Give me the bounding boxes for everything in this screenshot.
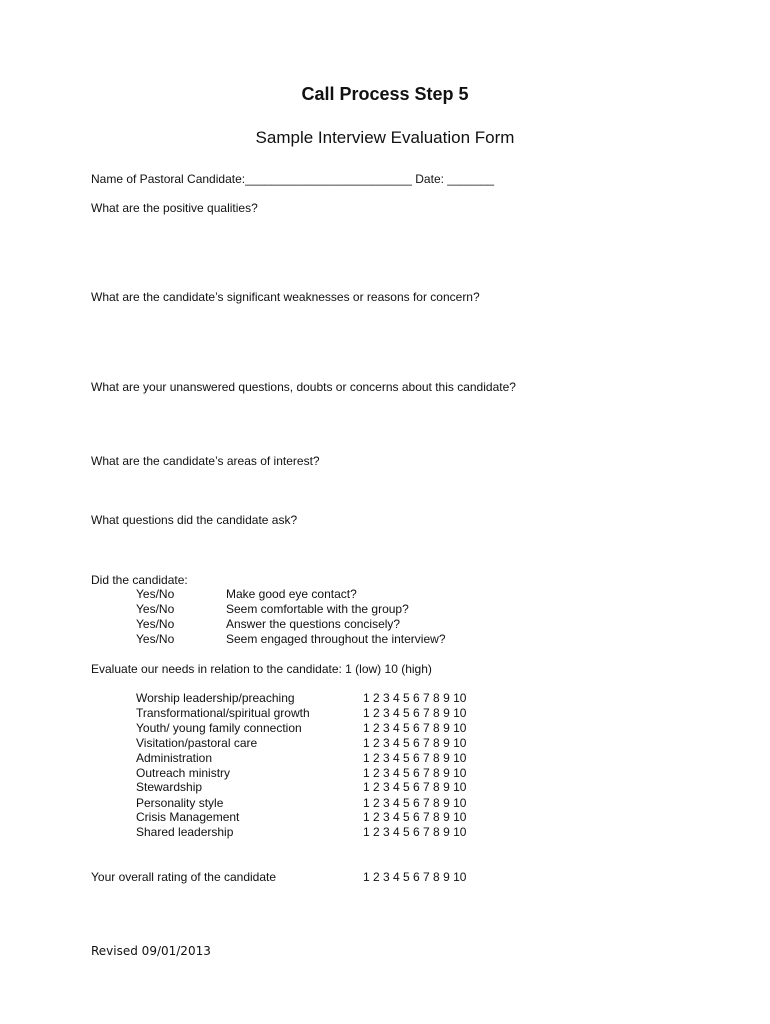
document-subtitle: Sample Interview Evaluation Form: [255, 128, 515, 147]
rating-scale: 1 2 3 4 5 6 7 8 9 10: [363, 780, 467, 794]
yes-no-question: Answer the questions concisely?: [226, 617, 401, 631]
question-positive-qualities: What are the positive qualities?: [91, 201, 258, 215]
yes-no-answer: Yes/No: [136, 587, 175, 601]
rating-label: Transformational/spiritual growth: [136, 706, 310, 720]
yes-no-question: Make good eye contact?: [226, 587, 357, 601]
rating-scale: 1 2 3 4 5 6 7 8 9 10: [363, 796, 467, 810]
question-weaknesses: What are the candidate’s significant weaknesses or reasons for concern?: [91, 290, 480, 304]
revision-footer: Revised 09/01/2013: [91, 944, 211, 958]
rating-scale: 1 2 3 4 5 6 7 8 9 10: [363, 706, 467, 720]
rating-scale: 1 2 3 4 5 6 7 8 9 10: [363, 751, 467, 765]
rating-label: Youth/ young family connection: [136, 721, 302, 735]
rating-scale: 1 2 3 4 5 6 7 8 9 10: [363, 736, 467, 750]
overall-rating-label: Your overall rating of the candidate: [91, 870, 277, 884]
question-areas-of-interest: What are the candidate’s areas of interest?: [91, 454, 320, 468]
evaluate-needs-label: Evaluate our needs in relation to the candidate: 1 (low) 10 (high): [91, 662, 432, 676]
candidate-name-date-line: Name of Pastoral Candidate:_________________________ Date: _______: [91, 172, 494, 186]
yes-no-question: Seem comfortable with the group?: [226, 602, 409, 616]
rating-scale: 1 2 3 4 5 6 7 8 9 10: [363, 721, 467, 735]
yes-no-answer: Yes/No: [136, 602, 175, 616]
rating-label: Outreach ministry: [136, 766, 231, 780]
yes-no-answer: Yes/No: [136, 632, 175, 646]
rating-scale: 1 2 3 4 5 6 7 8 9 10: [363, 810, 467, 824]
yes-no-answer: Yes/No: [136, 617, 175, 631]
question-candidate-asked: What questions did the candidate ask?: [91, 513, 298, 527]
rating-label: Crisis Management: [136, 810, 240, 824]
question-unanswered: What are your unanswered questions, doubts or concerns about this candidate?: [91, 380, 516, 394]
yes-no-question: Seem engaged throughout the interview?: [226, 632, 446, 646]
overall-rating-scale: 1 2 3 4 5 6 7 8 9 10: [363, 870, 467, 884]
rating-scale: 1 2 3 4 5 6 7 8 9 10: [363, 766, 467, 780]
rating-label: Stewardship: [136, 780, 203, 794]
did-candidate-label: Did the candidate:: [91, 573, 188, 587]
rating-scale: 1 2 3 4 5 6 7 8 9 10: [363, 691, 467, 705]
rating-label: Shared leadership: [136, 825, 234, 839]
rating-label: Visitation/pastoral care: [136, 736, 258, 750]
rating-label: Worship leadership/preaching: [136, 691, 295, 705]
rating-label: Personality style: [136, 796, 224, 810]
document-title: Call Process Step 5: [301, 84, 469, 104]
rating-scale: 1 2 3 4 5 6 7 8 9 10: [363, 825, 467, 839]
rating-label: Administration: [136, 751, 213, 765]
